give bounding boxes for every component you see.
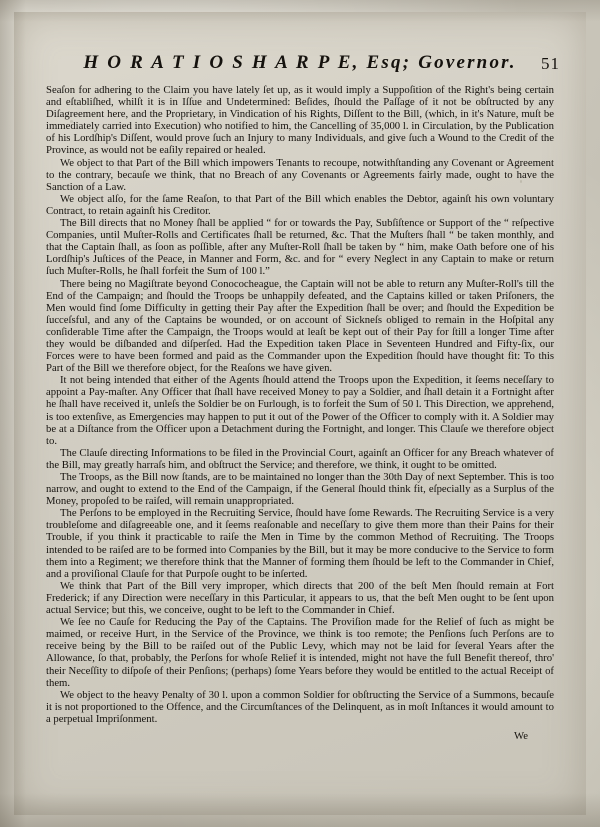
- paragraph: We object to that Part of the Bill which impowers Tenants to recoupe, notwithſtanding any Covenant or Agreement to the contrary, becauſe we think, that no Breach of any Covenants or Agreements fairly made, ought to have the Sanction of a Law.: [46, 156, 554, 193]
- paragraph: We think that Part of the Bill very improper, which directs that 200 of the beſt Men ſhould remain at Fort Frederick; if any Direction were neceſſary in this Particular, it appears to us, that the beſt Men ought to be ſent upon actual Service; but this, we conceive, ought to be left to the Commander in Chief.: [46, 579, 554, 617]
- paragraph: The Clauſe directing Informations to be filed in the Provincial Court, againſt an Officer for any Breach whatever of the Bill, may greatly harraſs him, and obſtruct the Service; and therefore, we think, it ought to be omitted.: [46, 446, 554, 471]
- paragraph: The Troops, as the Bill now ſtands, are to be maintained no longer than the 30th Day of next September. This is too narrow, and ought to extend to the End of the Campaign, if the General ſhould think fit, eſpecially as a Surplus of the Money, propoſed to be raiſed, will remain unappropriated.: [46, 471, 554, 508]
- running-title: H O R A T I O S H A R P E, Esq; Governor.: [83, 52, 517, 73]
- paragraph: There being no Magiſtrate beyond Conococheague, the Captain will not be able to return any Muſter-Roll's till the End of the Campaign; and ſhould the Troops be unhappily defeated, and the Captains killed or taken Priſoners, the Men would find ſome Difficulty in getting their Pay after the Expedition ſhall be over; and ſhould the Expedition be ſucceſsful, and any of the Captains be wounded, or on account of Sickneſs obliged to remain in the Hoſpital any conſiderable Time after the Campaign, the Troops would at leaſt be kept out of their Pay for ſtill a longer Time after they would be diſbanded and diſperſed. Had the Expedition taken Place in Seventeen Hundred and Fifty-ſix, our Forces were to have been formed and paid as the Commander upon the Expedition ſhould have thought fit: To this Part of the Bill we therefore object, for the Reaſons we have given.: [46, 277, 554, 375]
- paragraph: Seaſon for adhering to the Claim you have lately ſet up, as it would imply a Suppoſition of the Right's being certain and eſtabliſhed, whilſt it is in Iſſue and Undetermined: Beſides, ſhould the Paſſage of it not be obſtructed by any Diſagreement here, and the Proprietary, in Vindication of his Rights, Diſſent to the Bill, (which, in it's Nature, muſt be immediately carried into Execution) who notified to him, the Cancelling of 35,000 l. in Circulation, by the Publication of his Lordſhip's Diſſent, would prove ſuch an Injury to many Individuals, and give ſuch a Wound to the Credit of the Province, as would not be eaſily repaired or healed.: [46, 84, 554, 157]
- page-number: 51: [541, 54, 560, 73]
- page-content: [46, 52, 560, 742]
- paragraph: The Perſons to be employed in the Recruiting Service, ſhould have ſome Rewards. The Recruiting Service is a very troubleſome and diſagreeable one, and it ſeems reaſonable and neceſſary to give them more than their Pains for their Trouble, if you think it practicable to raiſe the Men in Time by the common Method of Recruiting. The Troops intended to be raiſed are to be formed into Companies by the Bill, but it may be more conducive to the Service to form them into a Regiment; we therefore think that the Manner of forming them ſhould be left to the Commander in Chief, and a proviſional Clauſe for that Purpoſe ought to be inſerted.: [46, 507, 554, 580]
- paragraph: It not being intended that either of the Agents ſhould attend the Troops upon the Expedition, it ſeems neceſſary to appoint a Pay-maſter. Any Officer that ſhall have received Money to pay a Soldier, and ſhall detain it a Fortnight after he ſhall have received it, unleſs the Soldier be on Furlough, is to forfeit the Sum of 50 l. This Direction, we apprehend, is too extenſive, as Emergencies may happen to put it out of the Power of the Officer to comply with it. A Soldier may be at a Diſtance from the Officer upon a Detachment during the Fortnight, and longer. This Clauſe we therefore object to.: [46, 374, 554, 447]
- page-header: [46, 52, 560, 74]
- paragraph: We object alſo, for the ſame Reaſon, to that Part of the Bill which enables the Debtor, againſt his own voluntary Contract, to retain againſt his Creditor.: [46, 192, 554, 217]
- paragraph: We ſee no Cauſe for Reducing the Pay of the Captains. The Proviſion made for the Relief of ſuch as might be maimed, or receive Hurt, in the Service of the Province, we think is too remote; the Penſions ſuch Perſons are to receive being by the Bill to be raiſed out of the Public Levy, which may not be laid for ſeveral Years after the Allowance, ſo that, probably, the Perſons for whoſe Relief it is intended, might not have the full Benefit thereof, thro' their Neceſſity to diſpoſe of their Penſions; (perhaps) ſome Years before they would be entitled to the actual Receipt of them.: [46, 616, 554, 689]
- body-text: [46, 84, 554, 725]
- paragraph: We object to the heavy Penalty of 30 l. upon a common Soldier for obſtructing the Service of a Summons, becauſe it is not proportioned to the Offence, and the Circumſtances of the Delinquent, as in moſt Inſtances it would amount to a perpetual Impriſonment.: [46, 688, 554, 725]
- catchword: We: [514, 729, 528, 742]
- paragraph: The Bill directs that no Money ſhall be applied “ for or towards the Pay, Subſiſtence or Support of the “ reſpective Companies, until Muſter-Rolls and Certificates ſhall be returned, &c. That the Muſters ſhall “ be taken monthly, and that the Captain ſhall, as ſoon as poſſible, after any Muſter-Roll ſhall be taken by “ him, make Oath before one of his Lordſhip's Juſtices of the Peace, in Manner and Form, &c. and for “ every Neglect in any Captain to make or return ſuch Muſter-Rolls, he ſhall forfeit the Sum of 100 l.”: [46, 217, 554, 278]
